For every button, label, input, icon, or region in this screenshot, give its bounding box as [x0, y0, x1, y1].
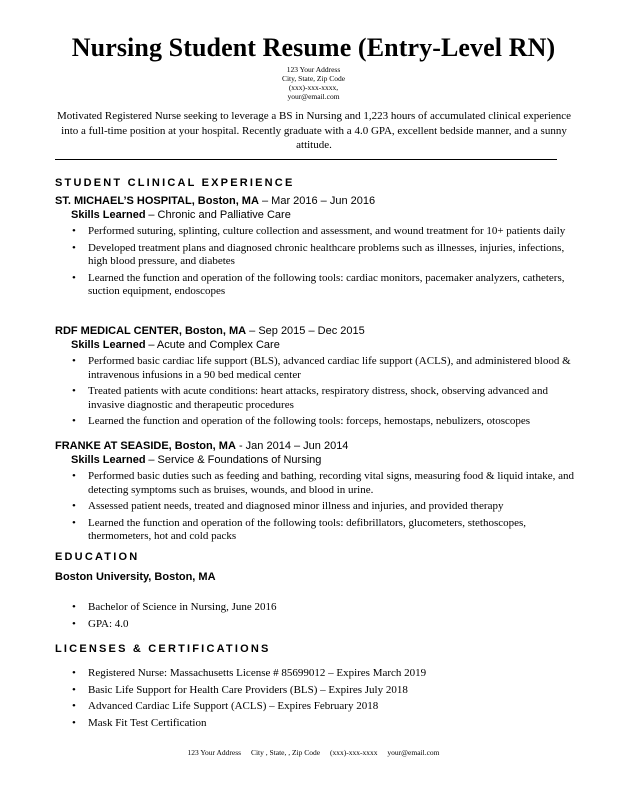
skills-value: – Chronic and Palliative Care — [148, 208, 291, 221]
list-item-text: Basic Life Support for Health Care Providers (BLS) – Expires July 2018 — [88, 683, 408, 696]
list-item-text: Performed basic cardiac life support (BLS), advanced cardiac life support (ACLS), and administered blood & intravenous infusions in a 90 bed medical center — [88, 355, 571, 381]
list-item-text: Developed treatment plans and diagnosed chronic healthcare problems such as illnesses, injuries, infections, high blood pressure, and diabetes — [88, 241, 565, 267]
list-item — [55, 601, 575, 615]
list-item — [55, 700, 575, 714]
list-item-text: Registered Nurse: Massachusetts License # 85699012 – Expires March 2019 — [88, 667, 427, 679]
bullet-icon: • — [72, 470, 76, 482]
list-item-text: Treated patients with acute conditions: heart attacks, respiratory distress, shock, observing advanced and invasive diagnostic and therapeutic procedures — [88, 385, 548, 411]
footer-city: City , State, , Zip Code — [250, 748, 321, 757]
job-entry — [55, 195, 585, 302]
job-heading — [55, 325, 585, 339]
bullet-icon: • — [72, 385, 76, 397]
contact-address: 123 Your Address — [286, 65, 341, 74]
list-item — [55, 470, 585, 497]
skills-value: – Service & Foundations of Nursing — [148, 453, 322, 466]
bullet-icon: • — [72, 601, 76, 613]
bullet-icon: • — [72, 241, 76, 254]
job-employer: RDF MEDICAL CENTER, Boston, MA — [55, 325, 247, 337]
job-employer: ST. MICHAEL’S HOSPITAL, Boston, MA — [55, 195, 259, 207]
resume-title: Nursing Student Resume (Entry-Level RN) — [71, 33, 556, 62]
list-item — [55, 272, 585, 299]
job-dates: - Jan 2014 – Jun 2014 — [238, 440, 349, 452]
bullet-icon: • — [72, 516, 76, 529]
list-item-text: Performed basic duties such as feeding and bathing, recording vital signs, measuring food & liquid intake, and detecting symptoms such as bruises, wounds, and blood in urine. — [88, 470, 575, 496]
list-item-text: Advanced Cardiac Life Support (ACLS) – Expires February 2018 — [88, 700, 379, 712]
list-item — [55, 618, 575, 632]
job-bullet-list — [55, 355, 585, 429]
list-item — [55, 225, 585, 239]
job-skills — [71, 454, 585, 468]
footer-contact — [0, 748, 627, 757]
bullet-icon: • — [72, 667, 76, 679]
skills-value: – Acute and Complex Care — [148, 338, 280, 351]
job-dates: – Sep 2015 – Dec 2015 — [249, 325, 365, 337]
bullet-icon: • — [72, 225, 76, 237]
education-list-container — [55, 598, 575, 634]
list-item — [55, 717, 575, 731]
job-bullet-list — [55, 225, 585, 299]
footer-address: 123 Your Address — [187, 748, 242, 757]
contact-block — [0, 65, 627, 101]
bullet-icon: • — [72, 683, 76, 696]
list-item-text: Performed suturing, splinting, culture collection and assessment, and wound treatment for 10+ patients daily — [88, 225, 566, 237]
skills-label: Skills Learned — [71, 208, 146, 221]
skills-label: Skills Learned — [71, 453, 146, 466]
licenses-list — [55, 667, 575, 730]
education-list — [55, 601, 575, 631]
list-item-text: GPA: 4.0 — [88, 617, 129, 630]
list-item-text: Learned the function and operation of the following tools: defibrillators, glucometers, stethoscopes, thermometers, hot and cold packs — [88, 516, 527, 542]
job-employer: FRANKE AT SEASIDE, Boston, MA — [55, 440, 236, 452]
list-item — [55, 385, 585, 412]
list-item — [55, 667, 575, 681]
list-item-text: Learned the function and operation of the following tools: forceps, hemostaps, nebulizers, otoscopes — [88, 415, 531, 427]
licenses-list-container — [55, 664, 575, 733]
list-item-text: Bachelor of Science in Nursing, June 2016 — [88, 601, 277, 613]
bullet-icon: • — [72, 500, 76, 512]
job-skills — [71, 209, 585, 223]
list-item-text: Mask Fit Test Certification — [88, 716, 207, 729]
list-item-text: Learned the function and operation of the following tools: cardiac monitors, pacemaker analyzers, catheters, suction equipment, endoscopes — [88, 271, 565, 297]
job-heading — [55, 440, 585, 454]
list-item — [55, 500, 585, 514]
bullet-icon: • — [72, 700, 76, 712]
list-item-text: Assessed patient needs, treated and diagnosed minor illness and injuries, and provided therapy — [88, 500, 504, 512]
list-item — [55, 517, 585, 544]
bullet-icon: • — [72, 617, 76, 630]
bullet-icon: • — [72, 716, 76, 729]
summary-text: Motivated Registered Nurse seeking to leverage a BS in Nursing and 1,223 hours of accumulated clinical experience into a full-time position at your hospital. Recently graduate with a 4.0 GPA, excellent bedside manner, and a sunny attitude. — [56, 110, 572, 151]
footer-phone: (xxx)-xxx-xxxx — [330, 748, 378, 757]
list-item — [55, 415, 585, 429]
section-heading-licenses: LICENSES & CERTIFICATIONS — [55, 643, 271, 655]
footer-email: your@email.com — [387, 748, 440, 757]
header-divider — [55, 159, 557, 160]
education-school: Boston University, Boston, MA — [55, 571, 216, 583]
contact-city: City, State, Zip Code — [281, 74, 346, 83]
job-entry — [55, 325, 585, 432]
bullet-icon: • — [72, 355, 76, 367]
job-dates: – Mar 2016 – Jun 2016 — [261, 195, 376, 207]
section-heading-education: EDUCATION — [55, 551, 140, 563]
contact-phone: (xxx)-xxx-xxxx, — [288, 83, 339, 92]
skills-label: Skills Learned — [71, 338, 146, 351]
list-item — [55, 684, 575, 698]
job-heading — [55, 195, 585, 209]
contact-email: your@email.com — [287, 92, 340, 101]
job-entry — [55, 440, 585, 547]
bullet-icon: • — [72, 415, 76, 427]
bullet-icon: • — [72, 271, 76, 284]
list-item — [55, 355, 585, 382]
job-skills — [71, 339, 585, 353]
job-bullet-list — [55, 470, 585, 544]
list-item — [55, 242, 585, 269]
section-heading-clinical: STUDENT CLINICAL EXPERIENCE — [55, 177, 295, 189]
